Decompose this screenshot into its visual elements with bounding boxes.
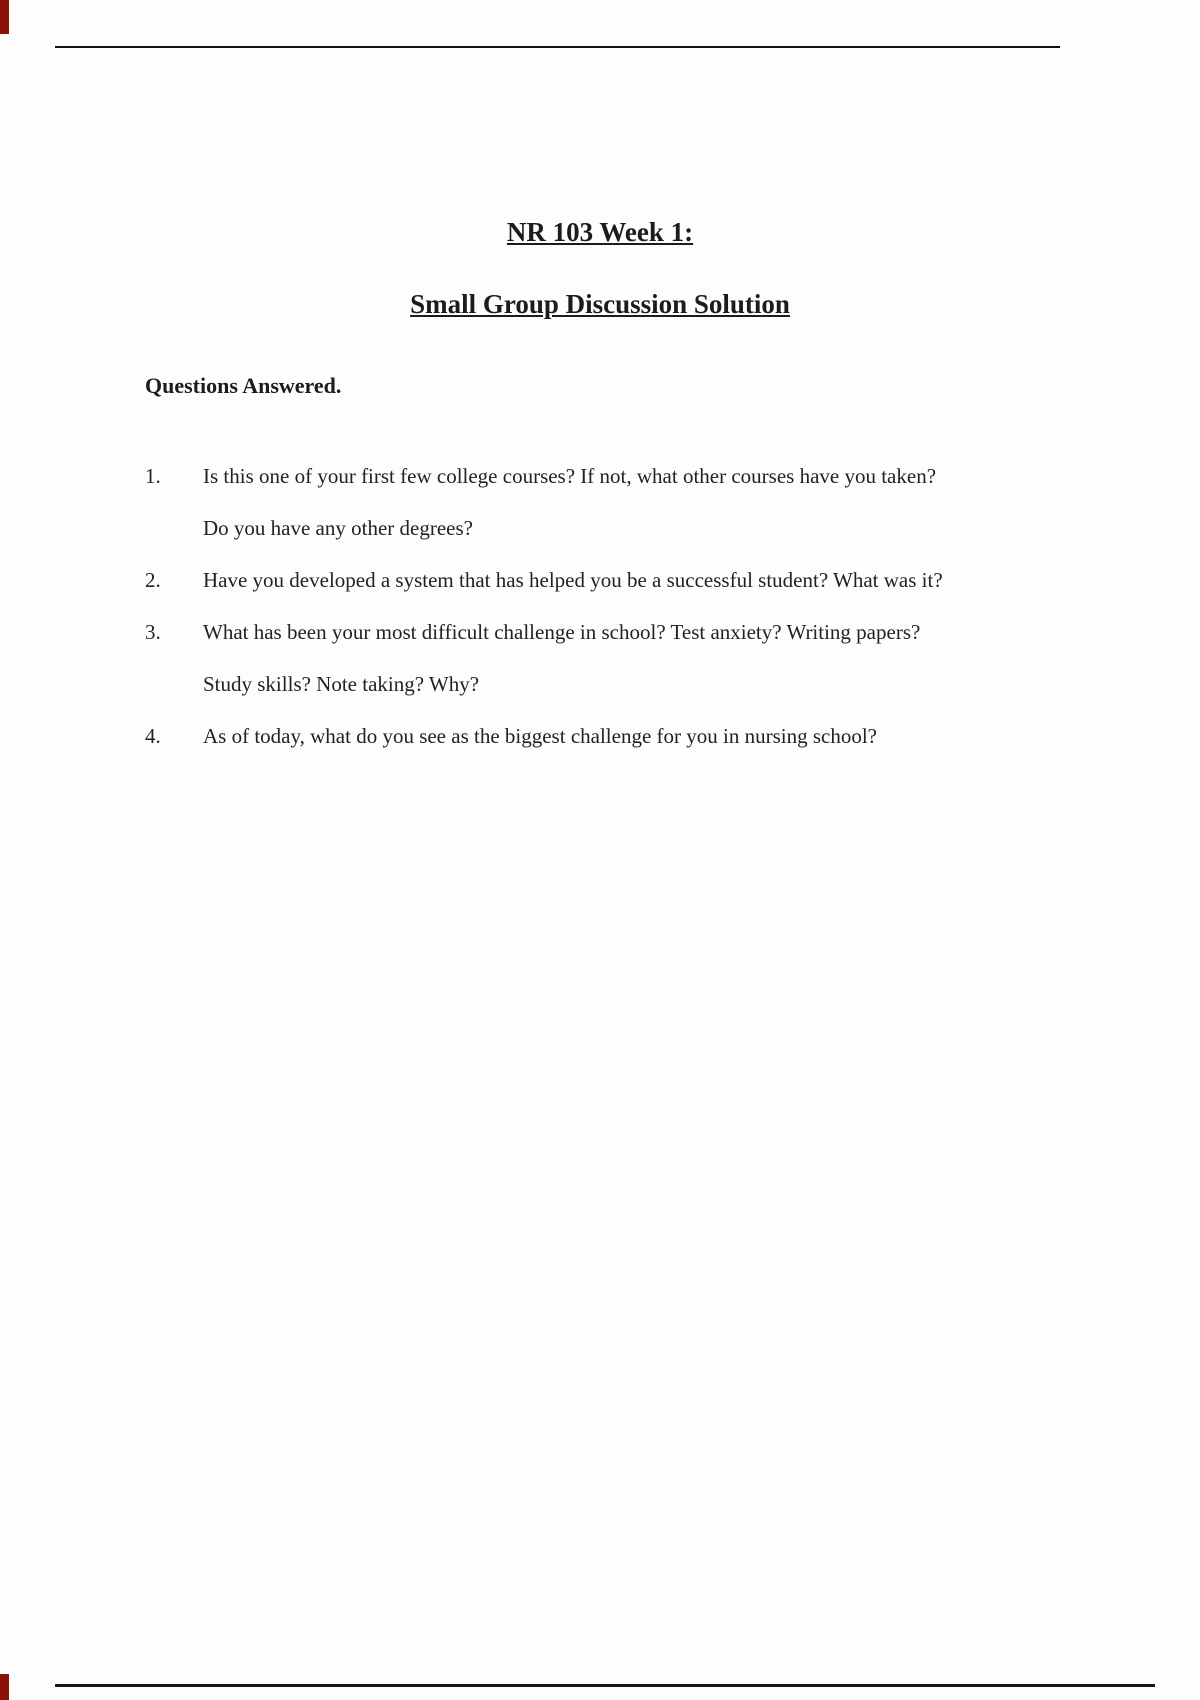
- question-text-line: Do you have any other degrees?: [203, 516, 473, 540]
- question-item-4: [145, 710, 1200, 762]
- document-title-line1: NR 103 Week 1:: [506, 217, 694, 247]
- question-number: 3.: [145, 620, 161, 644]
- question-text: [203, 606, 1200, 710]
- left-edge-accent-bottom: [0, 1674, 9, 1700]
- left-edge-accent-top: [0, 0, 9, 34]
- question-text-line: Have you developed a system that has helped you be a successful student? What was it?: [203, 568, 943, 592]
- question-text: [203, 710, 1200, 762]
- question-number: 2.: [145, 568, 161, 592]
- question-text-line: What has been your most difficult challenge in school? Test anxiety? Writing papers?: [203, 620, 921, 644]
- top-rule: [55, 46, 1060, 48]
- question-text: [203, 554, 1200, 606]
- section-heading: Questions Answered.: [145, 373, 342, 398]
- questions-list: [145, 450, 1200, 762]
- question-number: 4.: [145, 724, 161, 748]
- question-text-line: As of today, what do you see as the biggest challenge for you in nursing school?: [203, 724, 877, 748]
- question-text: [203, 450, 1200, 554]
- document-title-line2: Small Group Discussion Solution: [410, 289, 790, 319]
- bottom-rule: [55, 1684, 1155, 1687]
- question-text-line: Is this one of your first few college courses? If not, what other courses have you taken?: [203, 464, 937, 488]
- question-number: 1.: [145, 464, 161, 488]
- question-item-3: [145, 606, 1200, 710]
- question-item-2: [145, 554, 1200, 606]
- question-item-1: [145, 450, 1200, 554]
- question-text-line: Study skills? Note taking? Why?: [203, 672, 480, 696]
